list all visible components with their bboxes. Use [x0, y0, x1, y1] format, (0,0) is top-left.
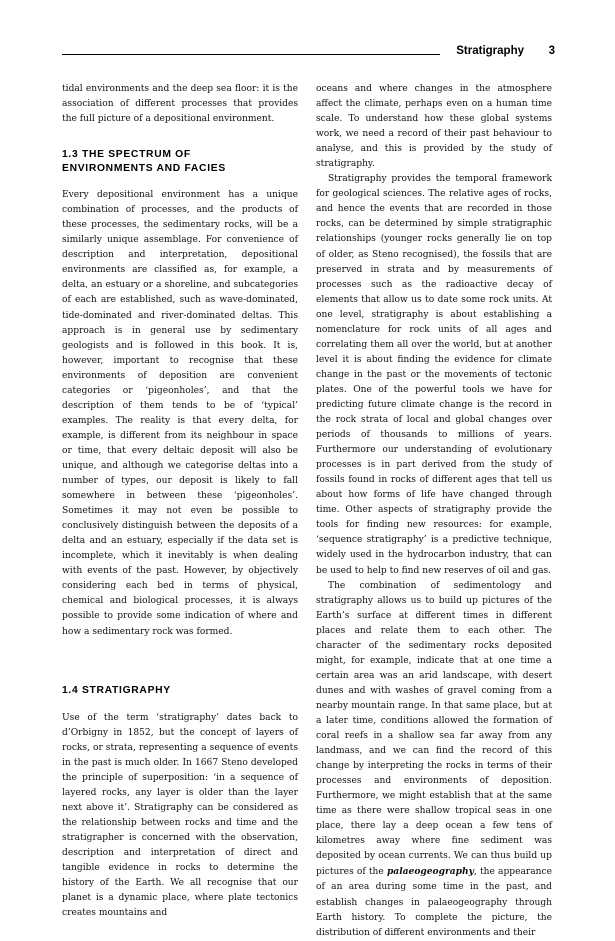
paragraph-text: The combination of sedimentology and stratigraphy allows us to build up pictures of the Earth’s surface at different times in different places and relate them to each other. The character of the sedimentary rocks deposited might, for example, indicate that at one time a certain area was an arid landscape, with desert dunes and with washes of gravel coming from a nearby mountain range. In that same place, but at a later time, conditions allowed the formation of coral reefs in a shallow sea far away from any landmass, and we can find the record of this change by interpreting the rocks in terms of their processes and environments of deposition. Furthermore, we might establish that at the same time as there were shallow tropical seas in one place, there lay a deep ocean a few tens of kilometres away where fine sediment was deposited by ocean currents. We can thus build up pictures of the	[316, 580, 552, 878]
section-heading-1-4: 1.4 STRATIGRAPHY	[62, 684, 171, 696]
paragraph: Use of the term ‘stratigraphy’ dates back to d’Orbigny in 1852, but the concept of layers of rocks, or strata, representing a sequence of events in the past is much older. In 1667 Steno developed the principle of superposition: ‘in a sequence of layered rocks, any layer is older than the layer next above it’. Stratigraphy can be considered as the relationship between rocks and time and the stratigrapher is concerned with the observation, description and interpretation of direct and tangible evidence in rocks to determine the history of the Earth. We all recognise that our planet is a dynamic place, where plate tectonics creates mountains and	[62, 712, 298, 919]
page-number: 3	[548, 45, 555, 57]
highlighted-term: palaeogeography	[386, 866, 474, 878]
paragraph: Every depositional environment has a unique combination of processes, and the products of these processes, the sedimentary rocks, will be a similarly unique assemblage. For convenience of description and interpretation, depositional environments are classified as, for example, a delta, an estuary or a shoreline, and subcategories of each are established, such as wave-dominated, tide-dominated and river-dominated deltas. This approach is in general use by sedimentary geologists and is followed in this book. It is, however, important to recognise that these environments of deposition are convenient categories or ‘pigeonholes’, and that the description of them tends to be of ‘typical’ examples. The reality is that every delta, for example, is different from its neighbour in space or time, that every deltaic deposit will also be unique, and although we categorise deltas into a number of types, our deposit is likely to fall somewhere in between these ‘pigeonholes’. Sometimes it may not even be possible to conclusively distinguish between the deposits of a delta and an estuary, especially if the data set is incomplete, which it inevitably is when dealing with events of the past. However, by objectively considering each bed in terms of physical, chemical and biological processes, it is always possible to provide some indication of where and how a sedimentary rock was formed.	[62, 190, 298, 637]
section-heading-line: 1.3 THE SPECTRUM OF	[62, 149, 191, 161]
running-title: Stratigraphy	[456, 45, 524, 57]
paragraph-text: , the appearance of an area during some time in the past, and establish changes in palaeogeography through Earth history. To complete the picture, the distribution of different environments and their	[316, 867, 552, 938]
header-rule	[62, 54, 440, 55]
left-column	[62, 82, 298, 921]
paragraph	[316, 579, 552, 941]
section-heading-line: ENVIRONMENTS AND FACIES	[62, 163, 226, 175]
paragraph: oceans and where changes in the atmosphere affect the climate, perhaps even on a human time scale. To understand how these global systems work, we need a record of their past behaviour to analyse, and this is provided by the study of stratigraphy.	[316, 84, 552, 170]
paragraph: tidal environments and the deep sea floor: it is the association of different processes that provides the full picture of a depositional environment.	[62, 84, 298, 125]
paragraph: Stratigraphy provides the temporal framework for geological sciences. The relative ages of rocks, and hence the events that are recorded in those rocks, can be determined by simple stratigraphic relationships (younger rocks generally lie on top of older, as Steno recognised), the fossils that are preserved in strata and by measurements of processes such as the radioactive decay of elements that allow us to date some rock units. At one level, stratigraphy is about establishing a nomenclature for rock units of all ages and correlating them all over the world, but at another level it is about finding the evidence for climate change in the past or the movements of tectonic plates. One of the powerful tools we have for predicting future climate change is the record in the rock strata of local and global changes over periods of thousands to millions of years. Furthermore our understanding of evolutionary processes is in part derived from the study of fossils found in rocks of different ages that tell us about how forms of life have changed through time. Other aspects of stratigraphy provide the tools for finding new resources: for example, ‘sequence stratigraphy’ is a predictive technique, widely used in the hydrocarbon industry, that can be used to help to find new reserves of oil and gas.	[316, 174, 552, 576]
running-header	[62, 45, 555, 61]
section-heading-1-3	[62, 148, 298, 176]
right-column	[316, 82, 552, 941]
